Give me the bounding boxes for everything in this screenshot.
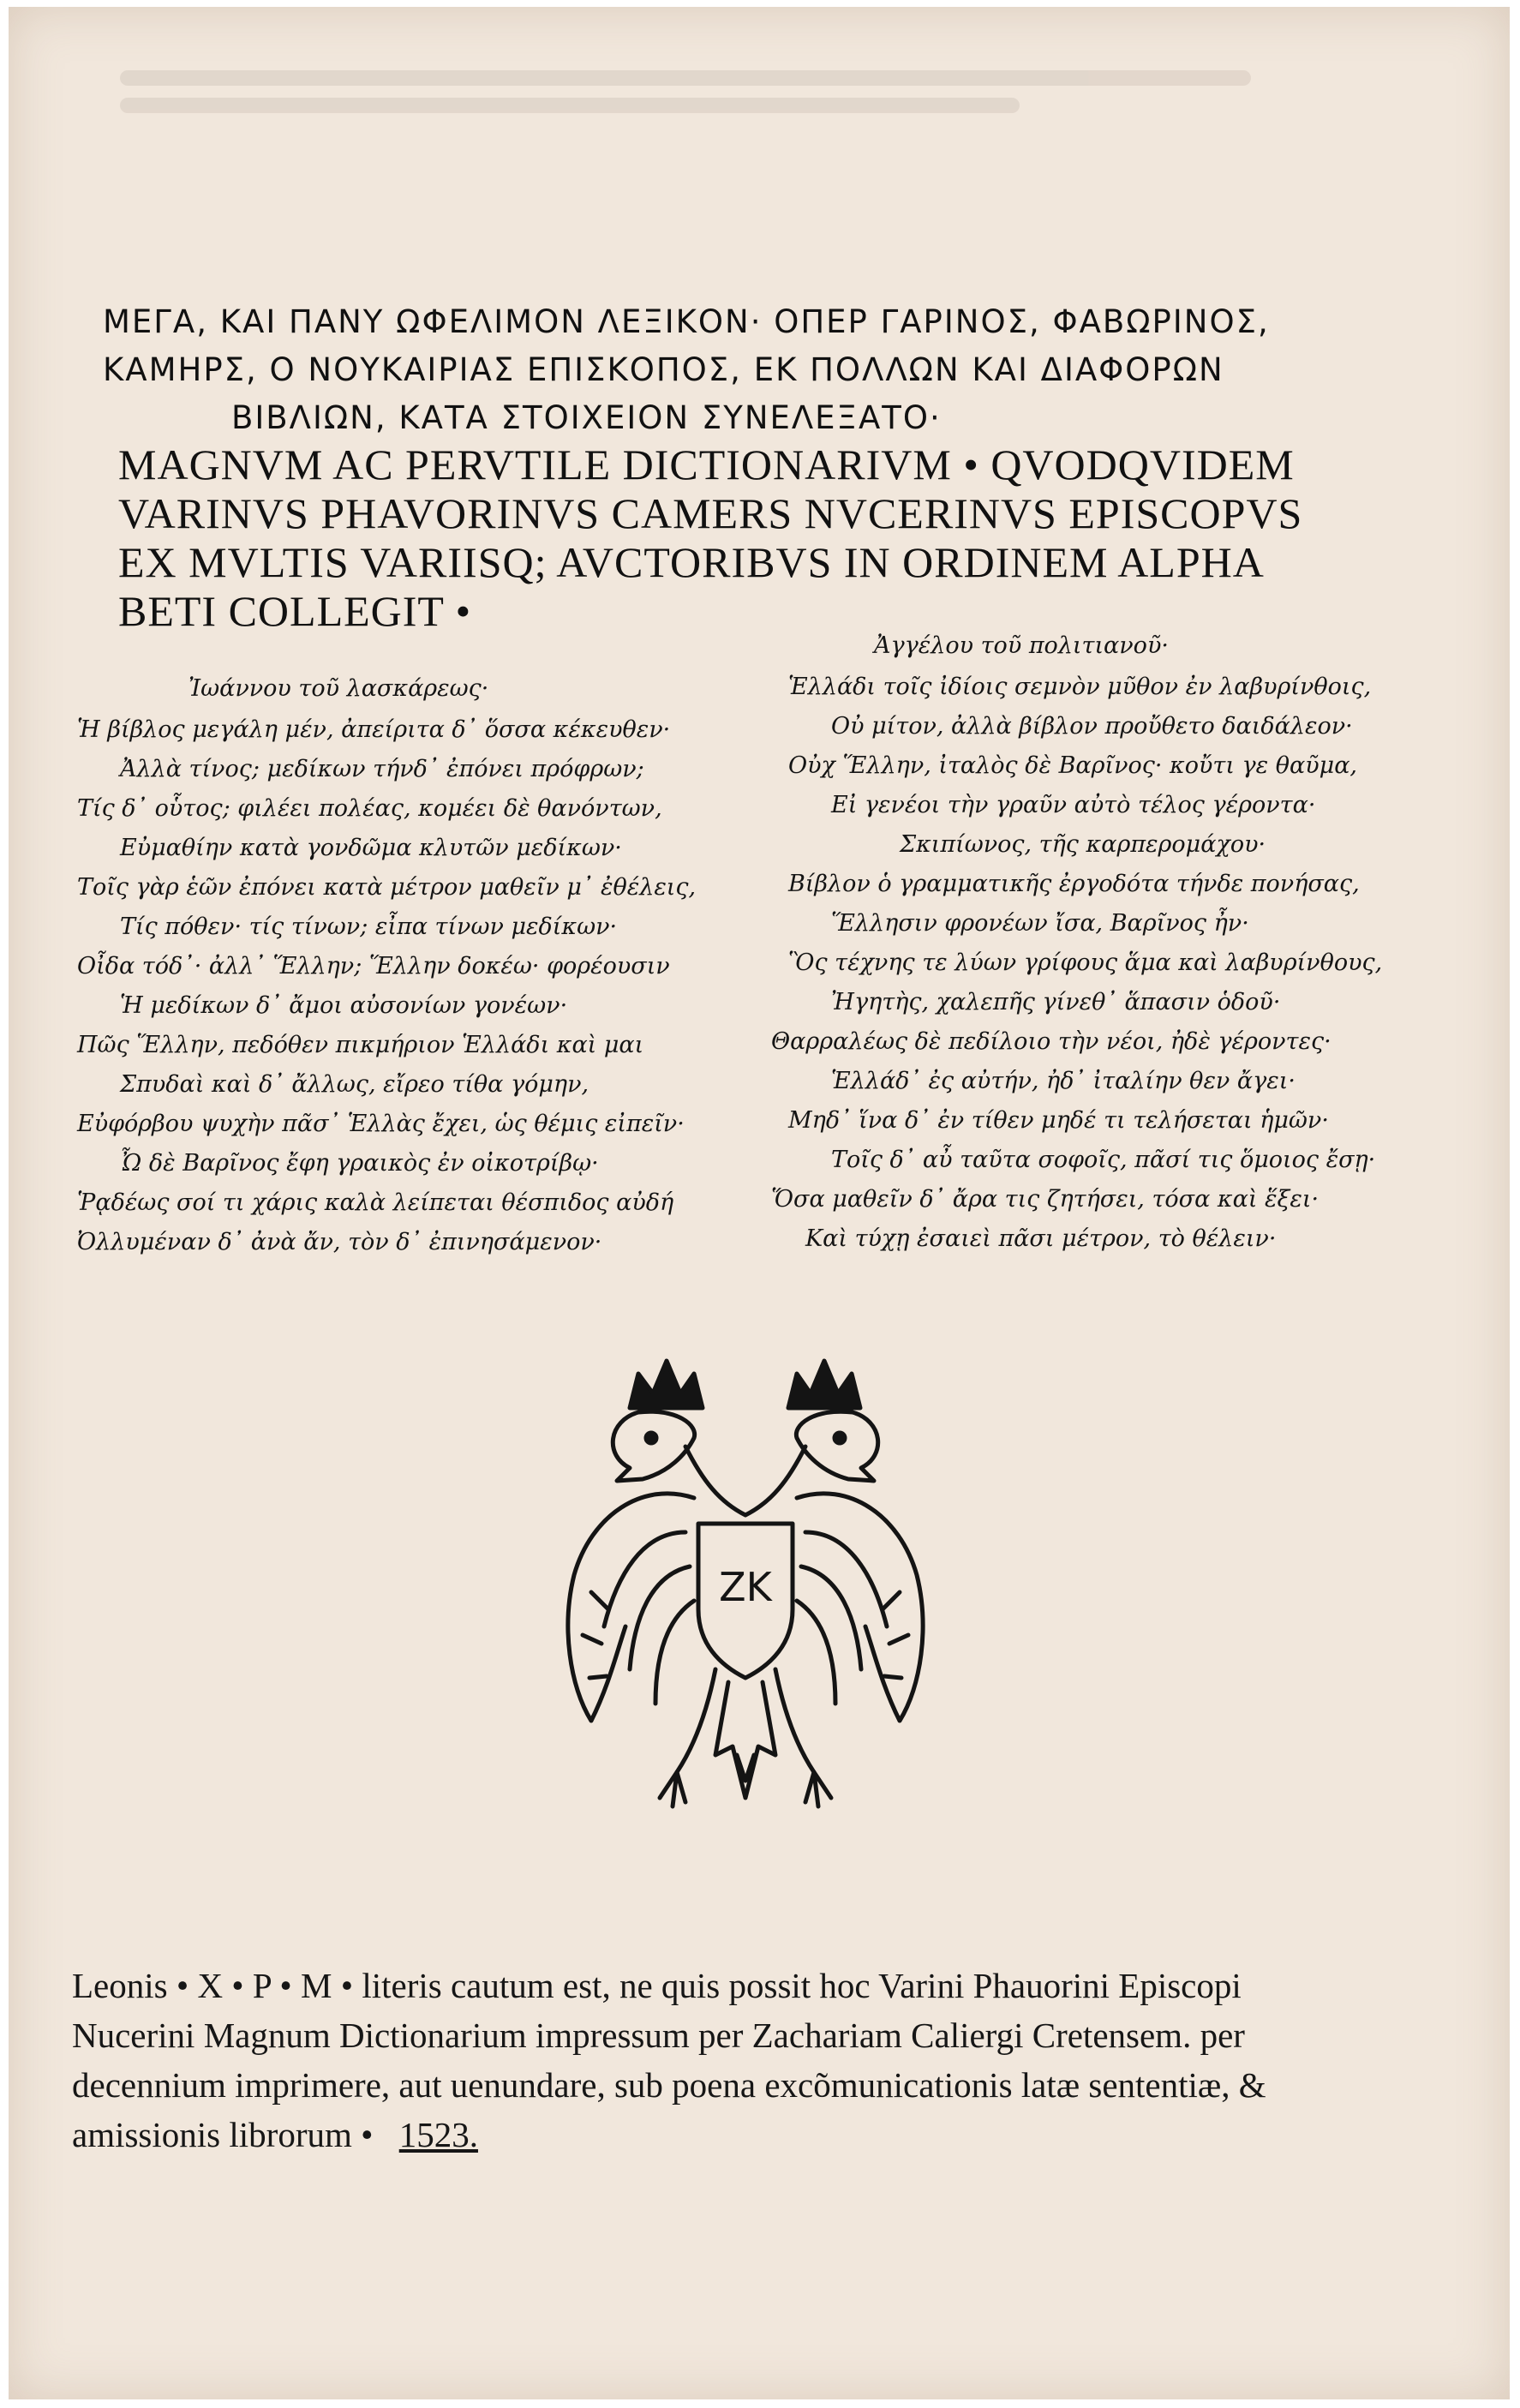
poem-line: Ὃς τέχνης τε λύων γρίφους ἅμα καὶ λαβυρίνθους, (788, 949, 1383, 976)
left-poem (69, 675, 720, 1275)
poem-line: Ῥᾳδέως σοί τι χάρις καλὰ λείπεται θέσπιδος αὐδή (77, 1189, 674, 1216)
poem-line: Οὐχ Ἕλλην, ἰταλὸς δὲ Βαρῖνος· κοὔτι γε θαῦμα, (788, 752, 1358, 779)
poem-line: Ἡ μεδίκων δ᾽ ἄμοι αὐσονίων γονέων· (120, 992, 568, 1019)
poem-line: Ὅσα μαθεῖν δ᾽ ἄρα τις ζητήσει, τόσα καὶ ἕξει· (771, 1186, 1320, 1213)
poem-line: Οἶδα τόδ᾽· ἀλλ᾽ Ἕλλην; Ἕλλην δοκέω· φορέουσιν (77, 953, 670, 979)
poem-line: Ἕλλησιν φρονέων ἴσα, Βαρῖνος ἦν· (831, 910, 1249, 937)
double-headed-eagle-icon (557, 1352, 934, 1866)
poem-line: Πῶς Ἕλλην, πεδόθεν πικμήριον Ἑλλάδι καὶ μαι (77, 1032, 644, 1058)
poem-line: Βίβλον ὁ γραμματικῆς ἐργοδότα τήνδε πονήσας, (788, 871, 1360, 897)
poem-line: Ἑλλάδι τοῖς ἰδίοις σεμνὸν μῦθον ἐν λαβυρίνθοις, (788, 674, 1372, 700)
latin-title (118, 440, 1421, 636)
poem-line: Τίς πόθεν· τίς τίνων; εἶπα τίνων μεδίκων· (120, 913, 618, 940)
poem-line: Σκιπίωνος, τῆς καρπερομάχου· (900, 831, 1266, 858)
greek-title (103, 298, 1405, 442)
right-poem-heading: Ἀγγέλου τοῦ πολιτιανοῦ· (874, 632, 1169, 659)
latin-title-line: MAGNVM AC PERVTILE DICTIONARIVM • QVODQVIDEM (118, 440, 1295, 488)
poem-line: Οὐ μίτον, ἀλλὰ βίβλον προὔθετο δαιδάλεον· (831, 713, 1353, 740)
greek-title-line: ΚΑΜΗΡΣ, Ο ΝΟΥΚΑΙΡΙΑΣ ΕΠΙΣΚΟΠΟΣ, ΕΚ ΠΟΛΛΩΝ ΚΑΙ ΔΙΑΦΟΡΩΝ (103, 351, 1224, 388)
greek-title-line: ΒΙΒΛΙΩΝ, ΚΑΤΑ ΣΤΟΙΧΕΙΟΝ ΣΥΝΕΛΕΞΑΤΟ· (231, 399, 942, 436)
poem-line: Θαρραλέως δὲ πεδίλοιο τὴν νέοι, ἠδὲ γέροντες· (771, 1028, 1331, 1055)
poem-line: Ἀλλὰ τίνος; μεδίκων τήνδ᾽ ἐπόνει πρόφρων; (120, 756, 644, 782)
latin-title-line: VARINVS PHAVORINVS CAMERS NVCERINVS EPISCOPVS (118, 489, 1303, 537)
poem-line: Ἠγητὴς, χαλεπῆς γίνεθ᾽ ἅπασιν ὁδοῦ· (831, 989, 1281, 1015)
left-poem-heading: Ἰωάννου τοῦ λασκάρεως· (189, 675, 489, 702)
poem-line: Τοῖς γὰρ ἑῶν ἐπόνει κατὰ μέτρον μαθεῖν μ᾽ ἐθέλεις, (77, 874, 697, 901)
book-page (9, 7, 1510, 2399)
emblem-monogram: ZK (719, 1564, 772, 1610)
privilege-notice (72, 1961, 1477, 2159)
privilege-line: Leonis • X • P • M • literis cautum est, ne quis possit hoc Varini Phauorini Episcopi (72, 1966, 1242, 2005)
right-poem (763, 632, 1448, 1267)
poem-line: Ὀλλυμέναν δ᾽ ἀνὰ ἄν, τὸν δ᾽ ἐπινησάμενον· (77, 1229, 602, 1255)
greek-title-line: ΜΕΓΑ, ΚΑΙ ΠΑΝΥ ΩΦΕΛΙΜΟΝ ΛΕΞΙΚΟΝ· ΟΠΕΡ ΓΑΡΙΝΟΣ, ΦΑΒΩΡΙΝΟΣ, (103, 303, 1270, 340)
poem-line: Ἑλλάδ᾽ ἐς αὐτήν, ἠδ᾽ ἰταλίην θεν ἄγει· (831, 1068, 1296, 1094)
poem-line: Ὦ δὲ Βαρῖνος ἔφη γραικὸς ἐν οἰκοτρίβῳ· (120, 1150, 599, 1177)
poem-line: Σπυδαὶ καὶ δ᾽ ἄλλως, εἴρεο τίθα γόμην, (120, 1071, 589, 1098)
poem-line: Εὐμαθίην κατὰ γονδῶμα κλυτῶν μεδίκων· (120, 835, 622, 861)
privilege-line: amissionis librorum • (72, 2115, 374, 2154)
poem-line: Μηδ᾽ ἵνα δ᾽ ἐν τίθεν μηδέ τι τελήσεται ἡμῶν· (788, 1107, 1329, 1134)
poem-line: Καὶ τύχῃ ἐσαιεὶ πᾶσι μέτρον, τὸ θέλειν· (805, 1225, 1277, 1252)
poem-line: Εὐφόρβου ψυχὴν πᾶσ᾽ Ἑλλὰς ἔχει, ὡς θέμις εἰπεῖν· (77, 1111, 685, 1137)
privilege-line-last (72, 2110, 1477, 2159)
latin-title-line: EX MVLTIS VARIISQ; AVCTORIBVS IN ORDINEM ALPHA (118, 538, 1265, 586)
poem-line: Ἡ βίβλος μεγάλη μέν, ἀπείριτα δ᾽ ὅσσα κέκευθεν· (77, 716, 671, 743)
poem-line: Τίς δ᾽ οὗτος; φιλέει πολέας, κομέει δὲ θανόντων, (77, 795, 662, 822)
poem-line: Τοῖς δ᾽ αὖ ταῦτα σοφοῖς, πᾶσί τις ὅμοιος ἔσῃ· (831, 1147, 1376, 1173)
latin-title-line: BETI COLLEGIT • (118, 587, 472, 635)
privilege-line: Nucerini Magnum Dictionarium impressum per Zachariam Caliergi Cretensem. per (72, 2016, 1245, 2055)
bleed-through-text (120, 58, 1405, 178)
privilege-line: decennium imprimere, aut uenundare, sub poena excõmunicationis latæ sententiæ, & (72, 2065, 1266, 2105)
imprint-year: 1523. (398, 2115, 478, 2154)
poem-line: Εἰ γενέοι τὴν γραῦν αὐτὸ τέλος γέροντα· (831, 792, 1316, 818)
